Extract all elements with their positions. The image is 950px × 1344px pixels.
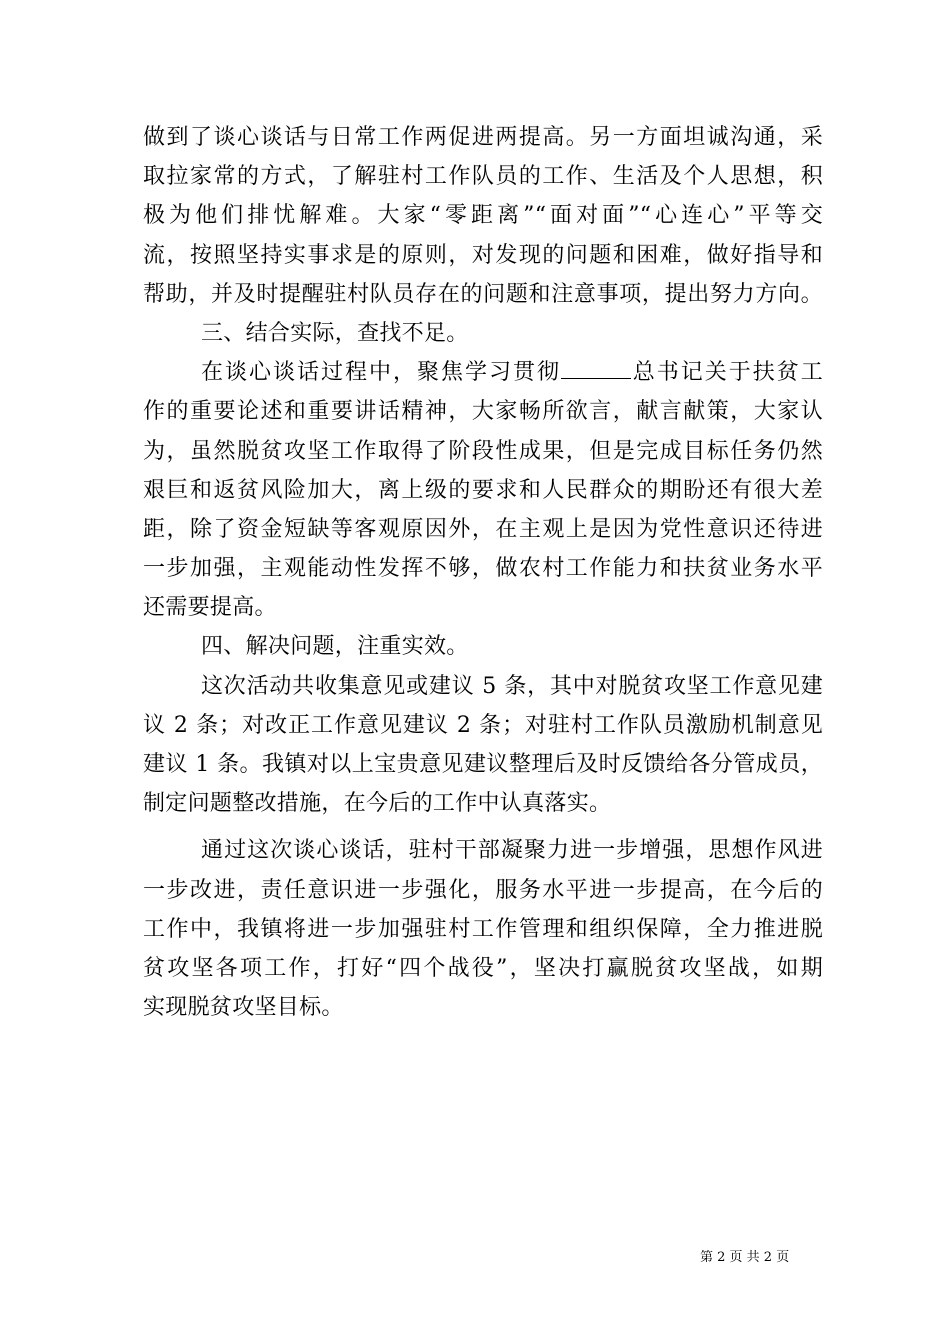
text-line: 还需要提高。 bbox=[143, 595, 277, 621]
text-segment: 在谈心谈话过程中，聚焦学习贯彻 bbox=[201, 360, 561, 386]
paragraph-conclusion bbox=[143, 831, 823, 1027]
paragraph-continuation bbox=[143, 118, 823, 314]
paragraph-findings bbox=[143, 353, 823, 627]
heading-text: 四、解决问题，注重实效。 bbox=[201, 634, 469, 660]
text-line: 建议 1 条。我镇对以上宝贵意见建议整理后及时反馈给各分管成员， bbox=[143, 752, 823, 777]
fill-in-blank bbox=[561, 360, 631, 379]
text-segment: 总书记关于扶贫工 bbox=[631, 360, 823, 386]
text-line: 这次活动共收集意见或建议 5 条，其中对脱贫攻坚工作意见建 bbox=[201, 673, 823, 699]
text-line: 取拉家常的方式，了解驻村工作队员的工作、生活及个人思想，积 bbox=[143, 164, 823, 190]
text-line: 通过这次谈心谈话，驻村干部凝聚力进一步增强，思想作风进 bbox=[201, 838, 823, 864]
document-body bbox=[143, 118, 823, 1027]
text-line: 极为他们排忧解难。大家“零距离”“面对面”“心连心”平等交 bbox=[143, 203, 823, 229]
page-number-footer bbox=[700, 1249, 850, 1267]
text-line: 制定问题整改措施，在今后的工作中认真落实。 bbox=[143, 791, 612, 817]
text-line: 帮助，并及时提醒驻村队员存在的问题和注意事项，提出努力方向。 bbox=[143, 281, 823, 307]
text-line: 一步加强，主观能动性发挥不够，做农村工作能力和扶贫业务水平 bbox=[143, 556, 823, 582]
paragraph-suggestions bbox=[143, 667, 823, 824]
section-heading-3 bbox=[143, 314, 823, 353]
page-number-label: 第 2 页 共 2 页 bbox=[700, 1250, 790, 1265]
text-line: 为，虽然脱贫攻坚工作取得了阶段性成果，但是完成目标任务仍然 bbox=[143, 438, 823, 464]
text-line: 流，按照坚持实事求是的原则，对发现的问题和困难，做好指导和 bbox=[143, 242, 823, 268]
section-heading-4 bbox=[143, 627, 823, 666]
text-line: 贫攻坚各项工作，打好“四个战役”，坚决打赢脱贫攻坚战，如期 bbox=[143, 955, 823, 981]
text-line: 距，除了资金短缺等客观原因外，在主观上是因为党性意识还待进 bbox=[143, 516, 823, 542]
text-line: 艰巨和返贫风险加大，离上级的要求和人民群众的期盼还有很大差 bbox=[143, 477, 823, 503]
text-line: 议 2 条；对改正工作意见建议 2 条；对驻村工作队员激励机制意见 bbox=[143, 712, 823, 738]
text-line: 工作中，我镇将进一步加强驻村工作管理和组织保障，全力推进脱 bbox=[143, 916, 823, 942]
text-line: 做到了谈心谈话与日常工作两促进两提高。另一方面坦诚沟通，采 bbox=[143, 125, 823, 150]
text-line: 作的重要论述和重要讲话精神，大家畅所欲言，献言献策，大家认 bbox=[143, 399, 823, 425]
text-line: 实现脱贫攻坚目标。 bbox=[143, 995, 344, 1021]
text-line: 一步改进，责任意识进一步强化，服务水平进一步提高，在今后的 bbox=[143, 877, 823, 903]
text-line-with-blank bbox=[143, 353, 823, 392]
heading-text: 三、结合实际，查找不足。 bbox=[201, 320, 469, 346]
